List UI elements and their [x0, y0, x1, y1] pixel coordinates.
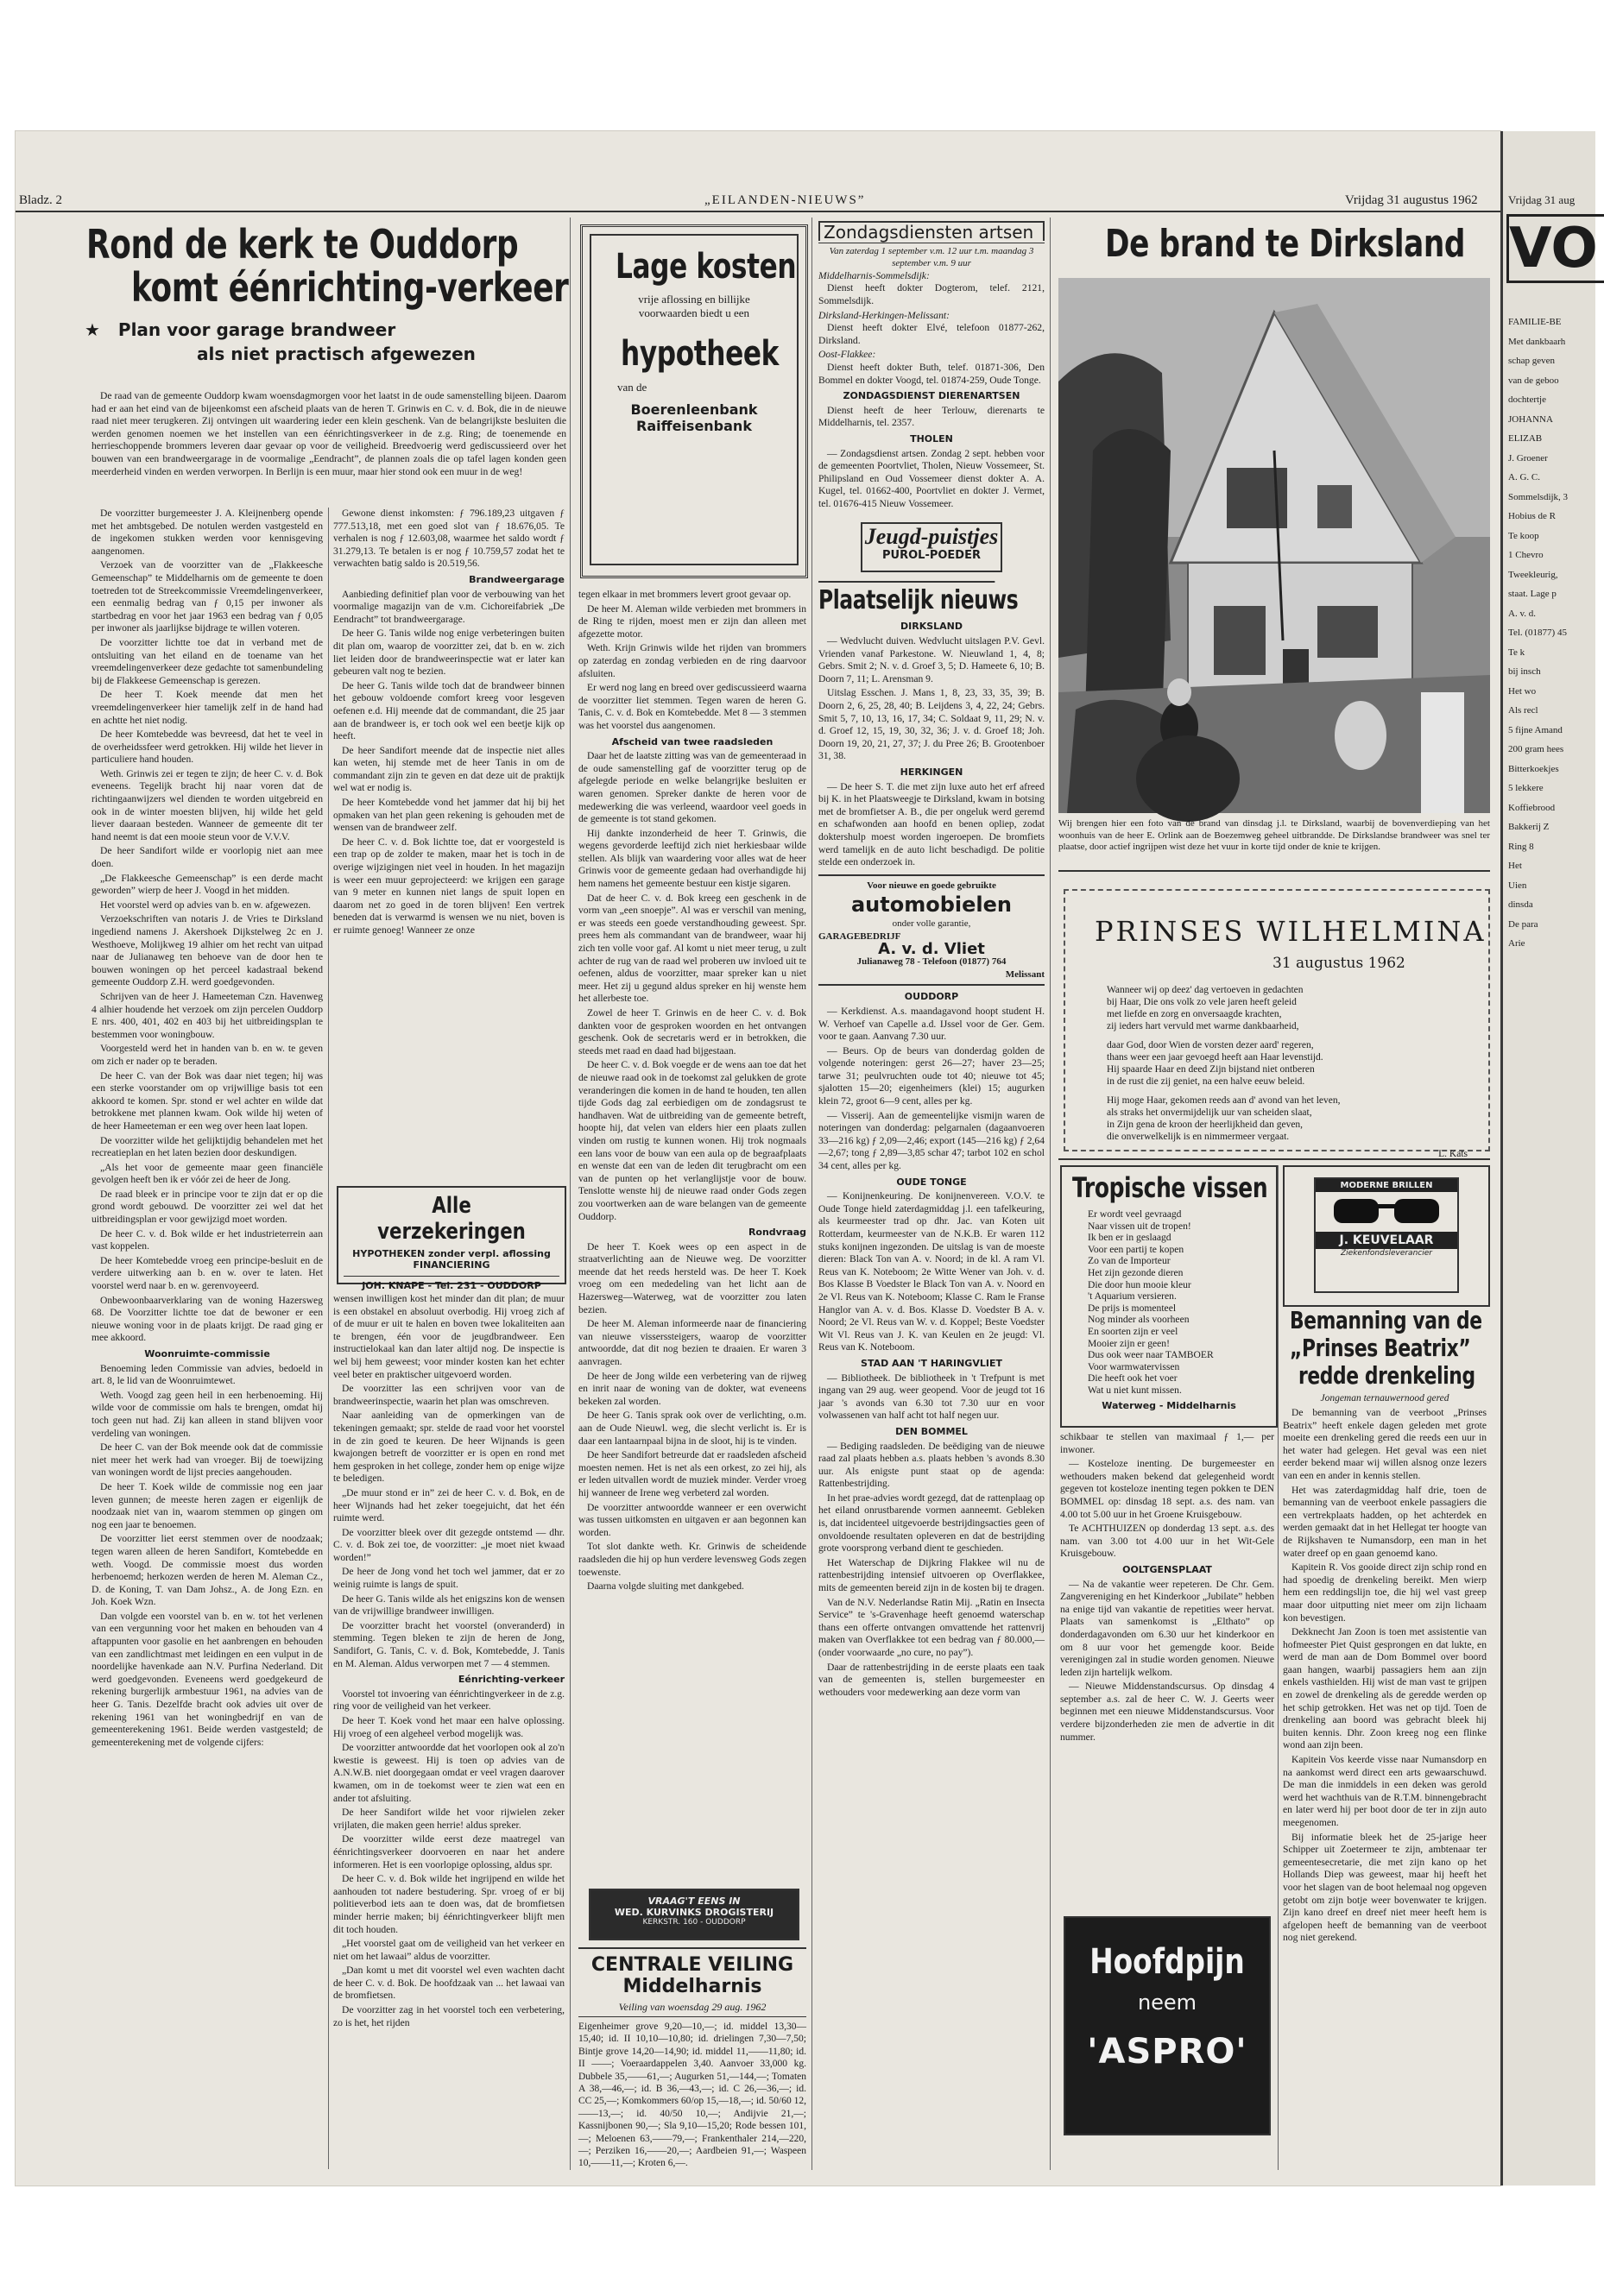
strip-fragment: 5 fijne Amand	[1508, 724, 1563, 735]
strip-fragment: van de geboo	[1508, 375, 1559, 386]
strip-fragment: A. v. d.	[1508, 608, 1536, 619]
verse-line: Naar vissen uit de tropen!	[1088, 1220, 1191, 1232]
strip-fragment: FAMILIE-BE	[1508, 317, 1562, 327]
fire-photo	[1058, 278, 1490, 813]
article-column-2a: Gewone dienst inkomsten: ƒ 796.189,23 uitgaven ƒ 777.513,18, met een goed slot van ƒ 18.676,05. Te verhalen is nog ƒ 12.603,08, waarmee het saldo wordt ƒ 31.279,13. Te betalen is er nog ƒ 10.759,57 zodat het te verwachten batig saldo is 20.519,56. Brandweergarage Aanbieding definitief plan voor de verbouwing van het voormalige magazijn van de v.m. Cichoreifabriek „De Eendracht” tot brandweergarage. De heer G. Tanis wilde nog enige verbeteringen buiten dit plan om, waarop de voorzitter zei, dat b. en w. zich liet leiden door de brandweerinspectie wat er later kan gebeuren valt nog te bezien. De heer G. Tanis wilde toch dat de brandweer binnen het gebouw voldoende comfort kreeg voor lesgeven oefenen e.d. Hij meende dat de commandant, die 25 jaar aan de brandweer is, er toch ook wel een beetje kijk op heeft. De heer Sandifort meende dat de inspectie niet alles kan weten, hij stemde met de heer Tanis in om de commandant zijn zin te geven en dat deze uit de praktijk wel wat er nodig is. De heer Komtebedde vond het jammer dat hij bij het opmaken van het plan geen rekening is gehouden met de wensen van de brandweer zelf. De heer C. v. d. Bok lichtte toe, dat er voorgesteld is een trap op de zolder te maken, maar het is toch in de overige wijzigingen niet veel in houden. In het magazijn is weer een muur geprojecteerd: we krijgen een garage van 9 meter en kunnen niet langs de spuit lopen en daarom net zo goed in de toren blijven! Een vertrek beneden dat is verwarmd is wensen we nu niet, boven is er ruimte genoeg! Wanneer ze onze	[333, 508, 565, 936]
ad-verzekeringen: Alle verzekeringen HYPOTHEKEN zonder verpl. aflossing FINANCIERING JOH. KNAPE - Tel. 231 - OUDDORP	[337, 1186, 566, 1284]
strip-fragment: 1 Chevro	[1508, 550, 1544, 560]
deck-line-2: als niet practisch afgewezen	[197, 344, 476, 364]
strip-fragment: Het	[1508, 861, 1522, 871]
veiling-prices: Eigenheimer grove 9,20—10,—; id. middel 13,30—15,40; id. II 10,10—10,80; id. drielingen 7,30—7,50; Bintje grove 14,20—14,90; id. middel 11,——11,80; id. II ——; Voeraardappelen 3,40. Aanvoer 33,000 kg. Dubbele 35,——61,—; Augurken 51,—144,—; Tomaten A 38,—46,—; id. B 36,—43,—; id. C 26,—36,—; id. CC 25,—; Komkommers 60/op 15,—18,—; id. 50/60 12,——13,—; id. 40/50 10,—; Andijvie 21,—; Kassnijbonen 90,—; Sla 9,10—15,20; Rode bessen 101,—; Meloenen 63,——79,—; Frankenthaler 214,—220,—; Perziken 16,——20,—; Aardbeien 91,—; Waspeen 10,——11,—; Kroten 6,—.	[578, 2022, 806, 2169]
verse-line: De prijs is momenteel	[1088, 1302, 1177, 1314]
strip-fragment: Als recl	[1508, 705, 1538, 716]
strip-fragment: bij insch	[1508, 666, 1541, 677]
veiling-section: CENTRALE VEILING Middelharnis Veiling van woensdag 29 aug. 1962 Eigenheimer grove 9,20—10,—; id. middel 13,30—15,40; id. II 10,10—10,80; id. drielingen 7,30—7,50; Bintje grove 14,20—14,90; id. middel 11,——11,80; id. II ——; Voeraardappelen 3,40. Aanvoer 33,000 kg. Dubbele 35,——61,—; Augurken 51,—144,—; Tomaten A 38,—46,—; id. B 36,—43,—; id. C 26,—36,—; id. CC 25,—; Komkommers 60/op 15,—18,—; id. 50/60 12,——13,—; id. 40/50 10,—; Andijvie 21,—; Kassnijbonen 90,—; Sla 9,10—15,20; Rode bessen 101,—; Meloenen 63,——79,—; Frankenthaler 214,—220,—; Perziken 16,——20,—; Aardbeien 91,—; Waspeen 10,——11,—; Kroten 6,—.	[578, 1947, 806, 2170]
strip-fragment: JOHANNA	[1508, 413, 1553, 425]
strip-fragment: Te koop	[1508, 530, 1539, 541]
poem: Wanneer wij op deez' dag vertoeven in gedachten bij Haar, Die ons volk zo vele jaren heeft geleid met liefde en zorg en onversaagde krachten, zij ieders hart vervuld met warme dankbaarheid, daar God, door Wien de vorsten dezer aard' regeren, thans weer een jaar gevoegd heeft aan Haar levenstijd. Hij spaarde Haar en deed Zijn bijstand niet ontberen in de rust die zij geniet, na een halve eeuw beleid. Hij moge Haar, gekomen reeds aan d' avond van het leven, als straks het onvermijdelijk uur van scheiden slaat, in Zijn gena de kroon der heerlijkheid dan geven, die onverwelkelijk is en nimmermeer vergaat. L. Kats	[1107, 985, 1468, 1159]
article-column-2b: wensen inwilligen kost het minder dan dit plan; de muur is een obstakel en absoluut overbodig. Hij vroeg zich af of de muur er uit te halen en boven twee lokaliteiten aan te brengen, één voor de jeugdbrandweer. Een instructielokaal kan dan later altijd nog. De inspectie is wel bij hem geweest; voor minder kosten kan het echter veel beter en praktischer uitgevoerd worden. De voorzitter las een schrijven voor van de brandweerinspectie, waarin het plan was omschreven. Naar aanleiding van de opmerkingen van de tekeningen gemaakt; spr. stelde de raad voor het voorstel in de zin goed te keuren. De heer Wijnands is geen kwajongen betreft de voorzitter er is open en rond met hem gesproken in het college, zonder hem op enige wijze te beledigen. „De muur stond er in” zei de heer C. v. d. Bok, en de heer Wijnands had het zeker toegejuicht, dat het één ruimte werd. De voorzitter bleek over dit gezegde ontstemd — dhr. C. v. d. Bok zei toe, de voorzitter: „je moet niet kwaad worden!” De heer de Jong vond het toch wel jammer, dat er zo weinig ruimte is langs de spuit. De heer G. Tanis wilde als het enigszins kon de wensen van de vrijwillige brandweer inwilligen. De voorzitter bracht het voorstel (onveranderd) in stemming. Tegen bleken te zijn de heren de Jong, Sandifort, G. Tanis, C. v. d. Bok, Komtebedde, J. Tanis en M. Aleman. Aldus verworpen met 7 — 4 stemmen. Eénrichting-verkeer Voorstel tot invoering van éénrichtingverkeer in de z.g. ring voor de veiligheid van het verkeer. De heer T. Koek vond het maar een halve oplossing. Hij vroeg of een algeheel verbod mogelijk was. De voorzitter antwoordde dat het voorlopen ook al zo'n kwestie is geweest. Hij is toen op advies van de A.N.W.B. niet doorgegaan omdat er veel vragen daarover kwamen, om in de toekomst weer te zien wat een en ander tot afsluiting. De heer Sandifort wilde het voor rijwielen zeker vrijlaten, die maken geen herrie! aldus spreker. De voorzitter wilde eerst deze maatregel van éénrichtingsverkeer doorvoeren en naar het andere informeren. Het is een voorlopige oplossing, aldus spr. De heer C. v. d. Bok wilde het ingrijpend en wilde het aanhouden tot nadere bestudering. Spr. vroeg of er bij politieverbod iets aan te doen was, dat de bromfietsen minder herrie maken; bij éénrichtingverkeer blijft men dit toch houden. „Het voorstel gaat om de veiligheid van het verkeer en niet om het lawaai” aldus de voorzitter. „Dan komt u met dit voorstel wel even wachten dacht de heer C. v. d. Bok. De hoofdzaak van ... het lawaai van de bromfietsen. De voorzitter zag in het voorstel toch een verbetering, zo is het, het rijden	[333, 1293, 565, 2028]
tropisch-verse	[1088, 1208, 1276, 1397]
verse-line: Zo van de Importeur	[1088, 1255, 1171, 1267]
brand-headline: De brand te Dirksland	[1105, 222, 1466, 266]
ad-keuvelaar-brillen: MODERNE BRILLEN J. KEUVELAAR Ziekenfondsleverancier	[1283, 1165, 1490, 1307]
plaatselijk-title: Plaatselijk nieuws	[818, 581, 995, 617]
strip-fragment: Tweekleurig,	[1508, 569, 1558, 580]
verse-line: En soorten zijn er veel	[1088, 1325, 1178, 1337]
strip-fragment: J. Groener	[1508, 452, 1548, 464]
strip-fragment: schap geven	[1508, 356, 1556, 366]
adjacent-page-strip: Vrijdag 31 aug VO FAMILIE-BE Met dankbaarh schap geven van de geboo dochtertje JOHANNA ELIZAB J. Groener A. G. C. Sommelsdijk, 3 Hobius de R Te koop 1 Chevro Tweekleurig, staat. Lage p A. v. d. Tel. (01877) 45 Te k bij insch Het wo Als recl 5 fijne Amand 200 gram hees Bitterkoekjes 5 lekkere Koffiebrood Bakkerij Z Ring 8 Het Uien dinsda De para Arie	[1500, 131, 1595, 2186]
verse-line: Mooier zijn er geen!	[1088, 1337, 1170, 1349]
strip-fragment: De para	[1508, 918, 1538, 930]
prinses-date: 31 augustus 1962	[1272, 955, 1405, 972]
strip-fragment: A. G. C.	[1508, 472, 1540, 483]
page-number: Bladz. 2	[19, 193, 62, 207]
star-icon: ★	[85, 319, 100, 340]
ad-purol: Jeugd-puistjes PUROL-POEDER	[861, 522, 1002, 572]
strip-fragments	[1508, 312, 1595, 954]
zondag-title: Zondagsdiensten artsen	[818, 221, 1045, 241]
ad-hypotheek: Lage kosten vrije aflossing en billijke voorwaarden biedt u een hypotheek van de Boerenleenbank Raiffeisenbank	[580, 224, 808, 578]
strip-fragment: Ring 8	[1508, 841, 1534, 852]
subhead-rondvraag: Rondvraag	[748, 1227, 806, 1239]
strip-fragment: Hobius de R	[1508, 511, 1556, 521]
verse-line: Ik ben er in geslaagd	[1088, 1232, 1171, 1244]
subhead-eenrichting: Eénrichting-verkeer	[458, 1674, 565, 1686]
strip-fragment: Met dankbaarh	[1508, 336, 1566, 347]
veiling-place: Middelharnis	[622, 1976, 762, 1997]
verse-line: Voor een partij te kopen	[1088, 1243, 1184, 1255]
strip-fragment: 200 gram hees	[1508, 744, 1564, 754]
article-column-1: De voorzitter burgemeester J. A. Kleijnenberg opende met het ambtsgebed. De notulen werden vastgesteld en de ingekomen stukken werden voor kennisgeving aangenomen. Verzoek van de voorzitter van de „Flakkeesche Gemeenschap” te Middelharnis om de gemeente te doen toetreden tot de Streekcommissie Vreemdelingenverkeer, een eenmalig bedrag van ƒ 0,15 per inwoner als startbedrag en voor het jaar 1963 een bedrag van ƒ 0,05 per inwoner als jaarlijkse bijdrage te willen voteren. De voorzitter lichtte toe dat in verband met de ontsluiting van het eiland en de toename van het vreemdelingenverkeer deze gedachte tot samenbundeling bij de Flakkeese Gemeenschap is gerezen. De heer T. Koek meende dat men het vreemdelingenverkeer hier tamelijk zelf in de hand had en achtte het niet nodig. De heer Komtebedde was bevreesd, dat het te veel in de overheidssfeer werd getrokken. Hij wilde het liever in particuliere hand houden. Weth. Grinwis zei er tegen te zijn; de heer C. v. d. Bok eveneens. Tegelijk bracht hij naar voren dat de richtingaanwijzers wel dienden te worden uitgebreid en ook in de winter moesten blijven, hij wilde het geld liever daaraan besteden. Wanneer de gemeente dit ter hand neemt is dat een mooie steun voor de V.V.V. De heer Sandifort wilde er voorlopig niet aan mee doen. „De Flakkeesche Gemeenschap” is een derde macht geworden” wierp de heer J. Voogd in het midden. Het voorstel werd op advies van b. en w. afgewezen. Verzoekschriften van notaris J. de Vries te Dirksland ingediend namens J. Akershoek Dijkstelweg 2c en J. Westhoeve, Molijkweg 19 alhier om het recht van uitpad naar de Julianaweg ten behoeve van de door hen te bouwen woningen op het perceel kadastraal bekend gemeente Ouddorp Z.H. werd goedgevonden. Schrijven van de heer J. Hameeteman Czn. Havenweg 4 alhier houdende het verzoek om zijn percelen Ouddorp E nrs. 400, 401, 402 en 403 bij het uitbreidingsplan te bestemmen voor woningbouw. Voorgesteld werd het in handen van b. en w. te geven om zich er nader op te beraden. De heer C. van der Bok was daar niet tegen; hij was een sterke voorstander om op vrijwillige basis tot een akkoord te komen. Spr. stond er wel achter en wilde dat betrokkene met plannen kwam. Ook wilde hij weten of de heer Hameeteman er een weg over heen laat lopen. De voorzitter wilde het gelijktijdig behandelen met het recreatieplan en het laten bezien door deskundigen. „Als het voor de gemeente maar geen financiële gevolgen heeft ben ik er vóór zei de heer de Jong. De raad bleek er in principe voor te zijn dat er op die grond wordt gebouwd. De voorzitter zei wel dat het uitbreidingsplan er voor gewijzigd moet worden. De heer C. v. d. Bok wilde er het industrieterrein aan vast koppelen. De heer Komtebedde vroeg een principe-besluit en de verdere uitwerking aan b. en w. over te laten. Het voorstel werd naar b. en w. gerenvoyeerd. Onbewoonbaarverklaring van de woning Hazersweg 68. De Voorzitter lichtte toe dat de bewoner er een nieuwe woning voor in de plaats krijgt. De raad ging er mee akkoord. Woonruimte-commissie Benoeming leden Commissie van advies, bedoeld in art. 8, le lid van de Woonruimtewet. Weth. Voogd zag geen heil in een herbenoeming. Hij wilde voor de commissie om hals te brengen, omdat hij toch geen nut had. Zij kan alleen in stand blijven voor verdeling van woningen. De heer C. van der Bok meende ook dat de commissie niet meer het werk had van vroeger. Bij de toewijzing van woningen wordt de lijst precies aangehouden. De heer T. Koek wilde de commissie nog een jaar leven gunnen; de meeste heren zagen er eigenlijk de noodzaak niet van in, waarom stemmen op gingen om nog een jaar te benoemen. De voorzitter liet eerst stemmen over de noodzaak; tegen waren alleen de heren Sandifort, Komtebedde en weth. Voogd. De commissie moest dus worden herbenoemd; herkozen werden de heren M. Aleman Cz., D. de Koning, T. van Dam Johsz., A. de Jong Ezn. en Joh. Koek Wzn. Dan volgde een voorstel van b. en w. tot het verlenen van een vergunning voor het maken en behouden van 4 aftappunten voor gasolie en het aanbrengen en behouden van een zandlichtmast met leidingen en een vulput in de noordelijke havenkade aan N.V. Purfina Nederland. Dit werd goedgevonden. Eveneens werd goedgekeurd de rekening burgerlijk armbestuur 1961, na advies van de heer G. Tanis. Dezelfde bracht ook advies uit over de rekening 1961 van het woningbedrijf en van de gemeenterekening 1961. Beide werden vastgesteld; de gemeenterekening met de volgende cijfers:	[92, 508, 323, 1748]
strip-fragment: dinsda	[1508, 899, 1533, 910]
verse-line: Wat u niet kunt missen.	[1088, 1384, 1182, 1396]
deck-line-1: ★ Plan voor garage brandweer	[85, 319, 396, 340]
strip-fragment: Uien	[1508, 880, 1527, 891]
prinses-title: PRINSES WILHELMINA	[1095, 915, 1487, 948]
article-bemanning: Bemanning van de „Prinses Beatrix” redde drenkeling Jongeman ternauwernood gered De bemanning van de veerboot „Prinses Beatrix” heeft enkele dagen geleden met grote moeite een drenkeling gered die reeds een uur in het water had gelegen. Het geval was een niet eerder bekend maar wij willen alsnog onze lezers van een en ander in kennis stellen. Het was zaterdagmiddag half drie, toen de bemanning van de veerboot enkele passagiers die een vertrekplaats hadden, op het achterdek en werden gemaakt dat in het Hellegat ter hoogte van de Rijkshaven te Numansdorp, een man in het water dreef op en gaan genoemd kano. Kapitein R. Vos gooide direct zijn schip rond en had spoedig de drenkeling bereikt. Men wierp hem een reddingslijn toe, die hij wel vast greep maar door uitputting niet meer om zijn lichaam kon bevestigen. Dekknecht Jan Zoon is toen met assistentie van hofmeester Piet Quist gesprongen en dat lukte, en werd de man aan de Dom Bommel over boord gaan hangen, waarbij passagiers hem aan zijn enkels vasthielden. Hij wist de man vast te grijpen en zowel de drenkeling als de geredde werden op het schip getrokken. Het was net op tijd. Toen de drenkeling aan boord was gebracht bleek hij buiten kennis. Dhr. Zoon kreeg nog een flinke wond aan zijn been. Kapitein Vos keerde visse naar Numansdorp en na aankomst werd direct een arts gewaarschuwd. De man die inmiddels in een deken was gerold werd het wachthuis van de R.T.M. binnengebracht en later werd hij per boot door de ter in zijn auto meegenomen. Bij informatie bleek het de 25-jarige heer Schipper uit Zoetermeer te zijn, ambtenaar ter gemeentesecretarie, die met zijn kano op het Hollands Diep was geweest, maar hij heeft het voor het slagen van de boot helemaal nog opgeven getobt om zijn botje weer bovenwater te krijgen. Zijn kano dreef en dreef niet meer heeft hem is afgelopen heeft de bemanning van de veerboot nog niet gerekend.	[1283, 1306, 1487, 1944]
ad-kurvinks: VRAAG'T EENS IN WED. KURVINKS DROGISTERIJ KERKSTR. 160 - OUDDORP	[589, 1889, 799, 1940]
strip-fragment: ELIZAB	[1508, 433, 1543, 444]
verse-line: Nog minder als voorheen	[1088, 1314, 1190, 1326]
strip-fragment: Bakkerij Z	[1508, 822, 1550, 832]
verse-line: Die heeft ook het voer	[1088, 1372, 1178, 1385]
page-date: Vrijdag 31 augustus 1962	[1345, 193, 1478, 207]
headline-line-2: komt éénrichting-verkeer	[131, 264, 569, 311]
verse-line: Dus ook weer naar TAMBOER	[1088, 1349, 1214, 1361]
verse-line: Voor warmwatervissen	[1088, 1360, 1180, 1372]
article-column-3: tegen elkaar in met brommers levert groot gevaar op. De heer M. Aleman wilde verbieden met brommers in de Ring te rijden, moest men er zijn dan alleen met afgezette motor. Weth. Krijn Grinwis wilde het rijden van brommers op zaterdag en zondag verbieden en de ring daarvoor afsluiten. Er werd nog lang en breed over gediscussieerd waarna de voorzitter liet stemmen. Tegen waren de heren G. Tanis, C. v. d. Bok en Komtebedde. Met 8 — 3 stemmen was het voorstel dus aangenomen. Afscheid van twee raadsleden Daar het de laatste zitting was van de gemeenteraad in de oude samenstelling gaf de voorzitter terug op de afgelegde periode en welke belangrijke besluiten er waren genomen. Spreker dankte de heren voor de medewerking die was verleend, waardoor veel goeds in de gemeente is tot stand gekomen. Hij dankte inzonderheid de heer T. Grinwis, die wegens gevorderde leeftijd zich niet herkiesbaar wilde stellen. Als blijk van waardering voor alles wat de heer Grinwis voor de gemeente gedaan had overhandigde hij hem namens het gemeente bestuur een kistje sigaren. Dat de heer C. v. d. Bok kreeg een geschenk in de vorm van „een snoepje”. Al was er verschil van mening, er was steeds een goede verstandhouding geweest. Spr. prees hem als commandant van de brandweer, waar hij zich ten volle voor gaf. Al komt u niet meer terug, u zult achter de rug van de raad wel proberen uw invloed uit te oefenen, aldus de voorzitter, maar spreker kan u niet meer. Het zij u gegund aldus spreker en hij wenste hem het allerbeste toe. Zowel de heer T. Grinwis en de heer C. v. d. Bok dankten voor de gesproken woorden en het ontvangen geschenk. Ook de secretaris werd er in betrokken, die steeds met raad en daad had bijgestaan. De heer C. v. d. Bok voegde er de wens aan toe dat het de nieuwe raad ook in de toekomst zal gelukken de grote veranderingen die komen in de hand te houden, ten allen tijde Gods dag zal eerbiedigen om de zondagsrust te handhaven. Wat de uitbreiding van de gemeente betreft, hoopte hij, dat velen van elders hier een plaats zullen vinden om rustig te kunnen wonen. Hij trok nogmaals een lans voor de bouw van een aula op de begraafplaats en wenste dat een van de leden dit terugbracht om een van de punten op het verlanglijstje voor de bouw. Tenslotte wenste hij de nieuwe raad onder Gods zegen zou voortwerken aan de ware belangen van de gemeente Ouddorp. Rondvraag De heer T. Koek wees op een aspect in de straatverlichting aan de Nieuwe weg. De voorzitter meende dat het reeds hersteld was. De heer T. Koek vroeg om een mededeling van het licht aan de Hazersweg—Waterweg, wat de voorzitter zou laten bezien. De heer M. Aleman informeerde naar de financiering van nieuwe visserssteigers, waarop de voorzitter antwoordde, dat dit nog bezien te draaien. Er waren 3 aanvragen. De heer de Jong wilde een verbetering van de rijweg en inrit naar de woning van de dokter, wat eveneens bekeken zal worden. De heer G. Tanis sprak ook over de verlichting, o.m. aan de Oude Nieuwl. weg, die slecht verlicht is. Er is daar een lantaarnpaal bijna in de sloot, hij is te vinden. De heer Sandifort betreurde dat er raadsleden afscheid moesten nemen. Het is net als een orkest, zo zei hij, als er leden uitvallen wordt de muziek minder. Verder vroeg hij wanneer de Irene weg verbeterd zal worden. De voorzitter antwoordde wanneer er een overwicht was tussen uitkomsten en uitgaven er aan begonnen kan worden. Tot slot dankte weth. Kr. Grinwis de scheidende raadsleden die hij op hun verdere levensweg Gods zegen toewenste. Daarna volgde sluiting met dankgebed.	[578, 589, 806, 1593]
ad-aspro: Hoofdpijn neem 'ASPRO'	[1064, 1916, 1271, 2135]
glasses-icon	[1322, 1192, 1451, 1228]
article-column-5-text: schikbaar te stellen van maximaal ƒ 1,— per inwoner. — Kosteloze inenting. De burgemeester en wethouders maken bekend dat gelegenheid wordt gegeven tot kosteloze inenting tegen pokken te DEN BOMMEL op: dinsdag 18 sept. a.s. des nam. van 4.00 tot 5.00 uur in het Groene Kruisgebouw. Te ACHTHUIZEN op donderdag 13 sept. a.s. des nam. van 3.00 tot 4.00 uur in het Wit-Gele Kruisgebouw. OOLTGENSPLAAT — Na de vakantie weer repeteren. De Chr. Gem. Zangvereniging en het Kinderkoor „Jubilate” hebben na enige tijd van vakantie de repetities weer hervat. Plaats van samenkomst is „Elthato” op donderdagavonden om 6.30 uur het kinderkoor en om 8 uur voor het gemengde koor. Beide verenigingen zal in studie worden genomen. Nieuwe leden zijn hartelijk welkom. — Nieuwe Middenstandscursus. Op dinsdag 4 september a.s. zal de heer C. W. J. Geerts weer beginnen met een nieuwe Middenstandscursus. Voor verdere bijzonderheden zie men de advertie in dit nummer.	[1060, 1431, 1274, 1743]
verse-line: Er wordt veel gevraagd	[1088, 1208, 1182, 1220]
paper-name: „EILANDEN-NIEUWS”	[704, 193, 866, 207]
headline-block	[86, 221, 570, 311]
header-rule	[16, 211, 1500, 212]
strip-fragment: 5 lekkere	[1508, 783, 1544, 793]
strip-fragment: Tel. (01877) 45	[1508, 628, 1567, 638]
strip-fragment: Arie	[1508, 938, 1525, 949]
strip-fragment: Koffiebrood	[1508, 802, 1556, 813]
ad-tropische-vissen: Tropische vissen Er wordt veel gevraagd Naar vissen uit de tropen! Ik ben er in geslaagd Voor een partij te kopen Zo van de Importeur Het zijn gezonde dieren Die door hun mooie kleur 't Aquarium versieren. De prijs is momenteel Nog minder als voorheen En soorten zijn er veel Mooier zijn er geen! Dus ook weer naar TAMBOER Voor warmwatervissen Die heeft ook het voer Wat u niet kunt missen. Waterweg - Middelharnis	[1060, 1165, 1278, 1428]
article-column-4: Zondagsdiensten artsen Van zaterdag 1 september v.m. 12 uur t.m. maandag 3 september v.m. 9 uur Middelharnis-Sommelsdijk: Dienst heeft dokter Dogterom, telef. 2121, Sommelsdijk. Dirksland-Herkingen-Melissant: Dienst heeft dokter Elvé, telefoon 01877-262, Dirksland. Oost-Flakkee: Dienst heeft dokter Buth, telef. 01871-306, Den Bommel en dokter Voogd, tel. 01874-259, Oude Tonge. ZONDAGSDIENST DIERENARTSEN Dienst heeft de heer Terlouw, dierenarts te Middelharnis, tel. 2357. THOLEN — Zondagsdienst artsen. Zondag 2 sept. hebben voor de gemeenten Poortvliet, Tholen, Nieuw Vossemeer, St. Philipsland en Oud Vossemeer dienst dokter A. A. Kugel, tel. 01662-400, Poortvliet en dokter J. Vermet, tel. 01676-415 Nieuw Vossemeer. Jeugd-puistjes PUROL-POEDER Plaatselijk nieuws DIRKSLAND — Wedvlucht duiven. Wedvlucht uitslagen P.V. Gevl. Vrienden vanaf Parkestone. W. Nieuwland 1, 4, 8; Gebrs. Smit 2; N. v. d. Groef 3, 5; D. Hameete 6, 10; B. Doorn 7, 11; L. Arensman 9. Uitslag Esschen. J. Mans 1, 8, 23, 33, 35, 39; B. Doorn 2, 6, 25, 28, 40; B. Leijdens 3, 4, 22, 24; Gebrs. Smit 5, 7, 10, 13, 16, 17, 34; C. Soldaat 9, 11, 29; N. v. d. Groef 12, 15, 19, 30, 32, 36; J. v. d. Groef 18; Joh. Doorn 19, 20, 21, 27, 37; J. du Pree 26; B. Grootenboer 31, 38. HERKINGEN — De heer S. T. die met zijn luxe auto het erf afreed bij K. in het Plaatsweegje te Dirksland, kwam in botsing met de bromfietser A. B., die per ongeluk werd geremd en schafwonden aan hoofd en benen opliep, zodat doktershulp moest worden ingeroepen. De bromfiets werd tamelijk en de auto licht beschadigd. De politie stelde een onderzoek in. Voor nieuwe en goede gebruikte automobielen onder volle garantie, GARAGEBEDRIJF A. v. d. Vliet Julianaweg 78 - Telefoon (01877) 764 Melissant OUDDORP — Kerkdienst. A.s. maandagavond hoopt student H. W. Verhoef van Capelle a.d. IJssel voor de Ger. Gem. voor te gaan. Aanvang 7.30 uur. — Beurs. Op de beurs van donderdag golden de volgende noteringen: gerst 26—27; haver 23—25; tarwe 31; peulvruchten oude tot 40; nieuwe tot 45; sjalotten 15—20; eigenheimers (klei) 15; augurken klein 72, groot 6—9 cent, alles per kg. — Visserij. Aan de gemeentelijke vismijn waren de noteringen van donderdag: pelgarnalen (dagaanvoeren 33—216 kg) ƒ 2,09—2,46; export (145—216 kg) ƒ 2,64—2,67; tong ƒ 2,89—3,85 schar 47; tarbot 102 en schol 34 cent, alles per kg. OUDE TONGE — Konijnenkeuring. De konijnenvereen. V.O.V. te Oude Tonge hield zaterdagmiddag j.l. een tafelkeuring, als keurmeester trad op dhr. Jac. van Koten uit Rotterdam, keurmeester van de N.K.B. Er waren 112 stuks konijnen ingezonden. De uitslag is van de moeste dieren: Black Ton van A. v. Noord; in de kl. A ram Vl. Reus van K. Noteboom; 2e Witte Wener van Joh. v. d. Bos Klasse B Voedster le Black Ton van A. v. Noord en 2e Vl. Reus van K. Noteboom; Klasse C. Ram le Franse Hanglor van A. v. d. Bos. Klasse D. Voedster B A. v. Noord; 2e Vl. Reus van W. v. d. Koppel; Beste Voedster Wit Vl. Reus van J. K. van Keulen en 2e jeugd: Vl. Reus van K. Noteboom. STAD AAN 'T HARINGVLIET — Bibliotheek. De bibliotheek in 't Trefpunt is met ingang van 29 aug. weer geopend. Voor de jeugd tot 16 jaar 's avonds van 6.30 tot 7.30 uur en voor volwassenen van half acht tot half negen uur. DEN BOMMEL — Bediging raadsleden. De beëdiging van de nieuwe raad zal plaats hebben a.s. plaats hebben 's avonds 8.30 uur. Als enigste punt staat op de agenda: Rattenbestrijding. In het prae-advies wordt gezegd, dat de rattenplaag op het eiland onrustbarende vormen aanneemt. Gebleken is, dat incidenteel uitgevoerde bestrijdingsacties geen of onvoldoende resultaten opleveren en dat de bestrijding grote voorsprong verband dient te geschieden. Het Waterschap de Dijkring Flakkee wil nu de rattenbestrijding intensief uitvoeren op Overflakkee, mits de gemeenten bereid zijn in de kosten bij te dragen. Van de N.V. Nederlandse Ratin Mij. „Ratin en Insecta Service” te 's-Gravenhage heeft genoemd waterschap thans een offerte ontvangen omvattende het rattenvrij maken van Overflakkee tot een bedrag van ƒ 80.000,— (onder voorwaarde „no cure, no pay”). Daar de rattenbestrijding in de eerste plaats een taak van de gemeenten is, stellen burgemeester en wethouders voor medewerking aan deze vorm van	[818, 222, 1045, 1698]
verse-line: Het zijn gezonde dieren	[1088, 1266, 1184, 1278]
strip-fragment: Bitterkoekjes	[1508, 763, 1559, 774]
fire-caption: Wij brengen hier een foto van de brand van dinsdag j.l. te Dirksland, waarbij de bovenverdieping van het woonhuis van de heer E. Orlink aan de Boezemweg geheel uitbrandde. De Dirkslandse brandweer was snel ter plaatse, door actief ingrijpen wist deze het vuur in korte tijd onder de knie te krijgen.	[1058, 818, 1490, 852]
verse-line: 't Aquarium versieren.	[1088, 1290, 1177, 1303]
newspaper-page	[16, 131, 1500, 2186]
house-fire-image	[1058, 278, 1490, 813]
strip-fragment: staat. Lage p	[1508, 589, 1557, 599]
prinses-wilhelmina-box	[1064, 889, 1490, 1159]
page-header	[16, 131, 1500, 207]
article-lead: De raad van de gemeente Ouddorp kwam woensdagmorgen voor het laatst in de oude samenstelling bijeen. Daarom had er aan het eind van de bijeenkomst een afscheid plaats van de heren T. Grinwis en C. v. d. Bok, die in de nieuwe raad niet meer terugkeren. Zij ontvingen uit waardering ieder een klein geschenk. Van de belangrijkste besluiten die werden genomen noemen we het instellen van een éénrichtingsverkeer in de z.g. Ring; de toenemende en herrieschoppende brommers leveren daar gevaar op voor de veiligheid. Breedvoerig werd gediscussieerd over het bouwen van een brandweergarage in de voormalige „Eendracht”, de plannen zoals die op tafel lagen konden geen meerderheid vinden en werden verworpen. In Berlijn is een muur, maar hier stond ook een muur in de weg!	[92, 390, 566, 477]
ad-autos: Voor nieuwe en goede gebruikte automobielen onder volle garantie, GARAGEBEDRIJF A. v. d. Vliet Julianaweg 78 - Telefoon (01877) 764 Melissant	[818, 874, 1045, 987]
subhead-afscheid: Afscheid van twee raadsleden	[611, 735, 774, 747]
subhead-brandweergarage: Brandweergarage	[469, 573, 565, 585]
strip-fragment: dochtertje	[1508, 394, 1546, 405]
subhead-woonruimte: Woonruimte-commissie	[144, 1348, 270, 1359]
headline-line-1: Rond de kerk te Ouddorp	[86, 221, 519, 268]
verse-line: Die door hun mooie kleur	[1088, 1278, 1191, 1290]
veiling-title: CENTRALE VEILING	[590, 1954, 794, 1976]
deck-block	[85, 318, 568, 366]
strip-fragment: Sommelsdijk, 3	[1508, 491, 1569, 502]
strip-fragment: Te k	[1508, 647, 1525, 658]
strip-fragment: Het wo	[1508, 685, 1537, 697]
